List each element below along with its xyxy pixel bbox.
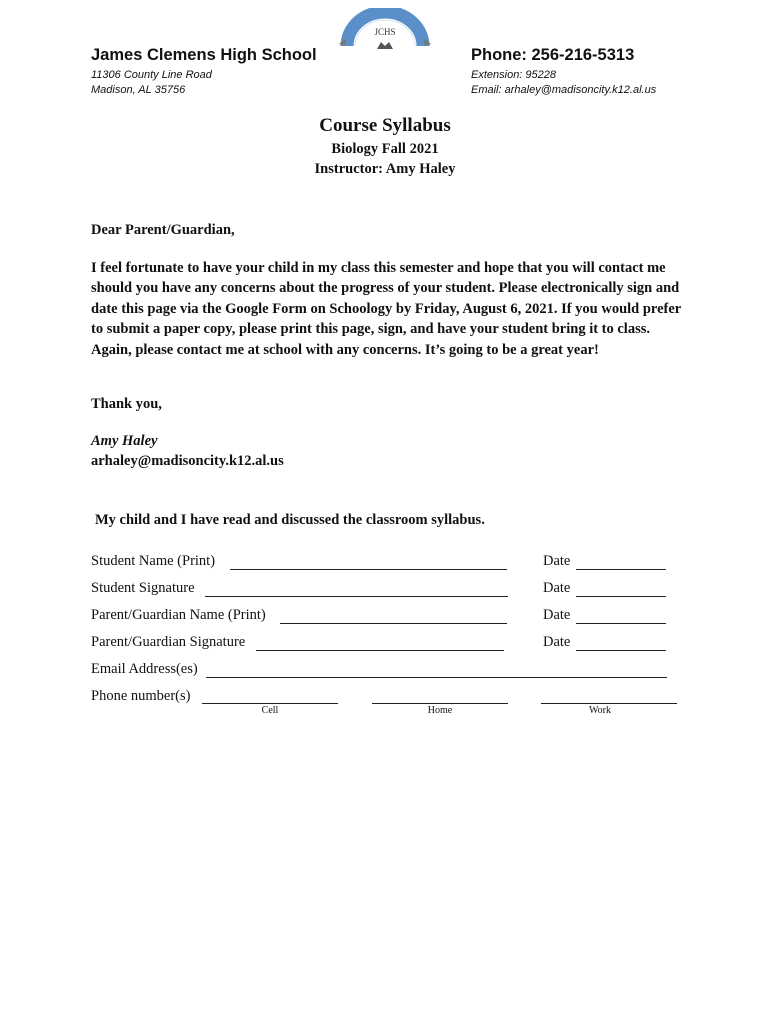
signature-email: arhaley@madisoncity.k12.al.us [91,453,284,469]
student-name-line[interactable] [230,569,507,570]
email-label: Email Address(es) [91,661,198,677]
phone-work-line[interactable] [541,703,677,704]
phone-cell-line[interactable] [202,703,338,704]
date-label: Date [543,553,571,569]
address-line2: Madison, AL 35756 [91,84,186,96]
date-label: Date [543,634,571,650]
email-line[interactable] [206,677,667,678]
phone-work-label: Work [589,705,611,716]
parent-signature-line[interactable] [256,650,504,651]
parent-name-line[interactable] [280,623,507,624]
phone-label: Phone number(s) [91,688,191,704]
phone-home-line[interactable] [372,703,508,704]
date-label: Date [543,607,571,623]
school-name: James Clemens High School [91,46,317,64]
school-email: Email: arhaley@madisoncity.k12.al.us [471,84,657,96]
phone-cell-label: Cell [261,705,279,716]
parent-signature-date-line[interactable] [576,650,666,651]
parent-signature-label: Parent/Guardian Signature [91,634,246,650]
instructor-name: Instructor: Amy Haley [314,161,456,177]
letter-body: I feel fortunate to have your child in my class this semester and hope that you will contact me should you have any concerns about the progress of your student. Please electronically sign and date this page via the Google Form on Schoology by Friday, August 6, 2021. If you would prefer to submit a paper copy, please print this page, sign, and have your student bring it to class. Again, please contact me at school with any concerns. It’s going to be a great year! [91,260,681,358]
parent-name-date-line[interactable] [576,623,666,624]
address-line1: 11306 County Line Road [91,69,212,81]
acknowledgement-text: My child and I have read and discussed the classroom syllabus. [95,512,485,528]
date-label: Date [543,580,571,596]
phone-home-label: Home [427,705,453,716]
page-title: Course Syllabus [319,115,451,136]
salutation: Dear Parent/Guardian, [91,222,235,238]
student-signature-date-line[interactable] [576,596,666,597]
student-name-label: Student Name (Print) [91,553,216,569]
school-phone: Phone: 256-216-5313 [471,46,635,64]
school-logo [333,8,437,50]
student-name-date-line[interactable] [576,569,666,570]
parent-name-label: Parent/Guardian Name (Print) [91,607,266,623]
student-signature-label: Student Signature [91,580,195,596]
course-name: Biology Fall 2021 [331,141,439,157]
logo-text: JCHS [374,27,396,37]
student-signature-line[interactable] [205,596,508,597]
signature-name: Amy Haley [91,433,158,449]
school-extension: Extension: 95228 [471,69,557,81]
closing: Thank you, [91,396,162,412]
